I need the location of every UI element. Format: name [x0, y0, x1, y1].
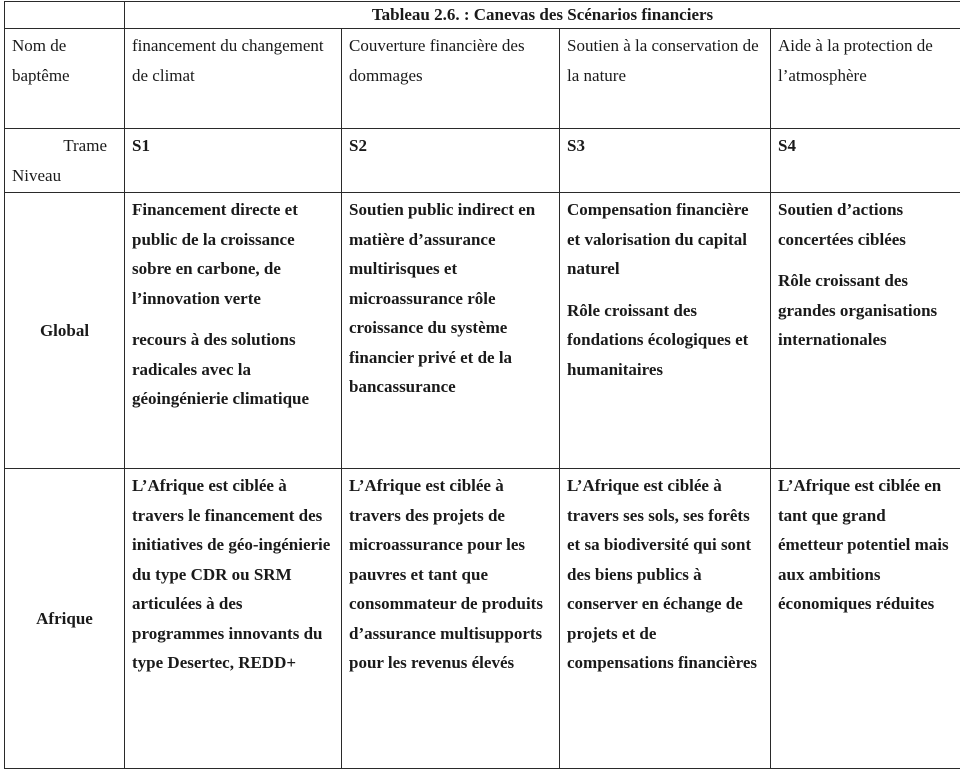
row-label-nom: Nom de baptême	[5, 29, 125, 129]
afrique-cell-s2: L’Afrique est ciblée à travers des projets de microassurance pour les pauvres et tant que consommateur de produits d’assurance multisupports pour les revenus élevés	[342, 469, 560, 769]
afrique-cell-s1: L’Afrique est ciblée à travers le financement des initiatives de géo-ingénierie du type CDR ou SRM articulées à des programmes innovants du type Desertec, REDD+	[125, 469, 342, 769]
afrique-row	[5, 469, 960, 769]
scenario-name-s4: Aide à la protection de l’atmosphère	[771, 29, 960, 129]
header-row	[5, 29, 960, 129]
global-cell-s3	[560, 193, 771, 469]
code-s1: S1	[125, 129, 342, 193]
global-cell-s2	[342, 193, 560, 469]
scenario-name-s2: Couverture financière des dommages	[342, 29, 560, 129]
scenario-name-s1: financement du changement de climat	[125, 29, 342, 129]
table-title: Tableau 2.6. : Canevas des Scénarios financiers	[125, 2, 960, 29]
empty-corner-cell	[5, 2, 125, 29]
code-s3: S3	[560, 129, 771, 193]
trame-label: Trame	[12, 131, 117, 161]
global-cell-s4	[771, 193, 960, 469]
afrique-cell-s4: L’Afrique est ciblée en tant que grand émetteur potentiel mais aux ambitions économiques réduites	[771, 469, 960, 769]
global-s2-para-1: Soutien public indirect en matière d’assurance multirisques et microassurance rôle croissance du système financier privé et de la bancassurance	[349, 195, 552, 402]
afrique-cell-s3: L’Afrique est ciblée à travers ses sols, ses forêts et sa biodiversité qui sont des biens publics à conserver en échange de projets et de compensations financières	[560, 469, 771, 769]
global-s3-para-2: Rôle croissant des fondations écologiques et humanitaires	[567, 296, 763, 385]
afrique-label: Afrique	[5, 469, 125, 769]
niveau-label: Niveau	[12, 161, 117, 191]
code-s4: S4	[771, 129, 960, 193]
global-s1-para-2: recours à des solutions radicales avec la géoingénierie climatique	[132, 325, 334, 414]
scenario-table	[4, 1, 960, 769]
global-row	[5, 193, 960, 469]
global-s4-para-1: Soutien d’actions concertées ciblées	[778, 195, 953, 254]
title-row	[5, 2, 960, 29]
global-s4-para-2: Rôle croissant des grandes organisations internationales	[778, 266, 953, 355]
code-s2: S2	[342, 129, 560, 193]
scenario-name-s3: Soutien à la conservation de la nature	[560, 29, 771, 129]
code-row	[5, 129, 960, 193]
global-cell-s1	[125, 193, 342, 469]
global-label: Global	[5, 193, 125, 469]
trame-niveau-cell	[5, 129, 125, 193]
global-s1-para-1: Financement directe et public de la croissance sobre en carbone, de l’innovation verte	[132, 195, 334, 313]
global-s3-para-1: Compensation financière et valorisation du capital naturel	[567, 195, 763, 284]
